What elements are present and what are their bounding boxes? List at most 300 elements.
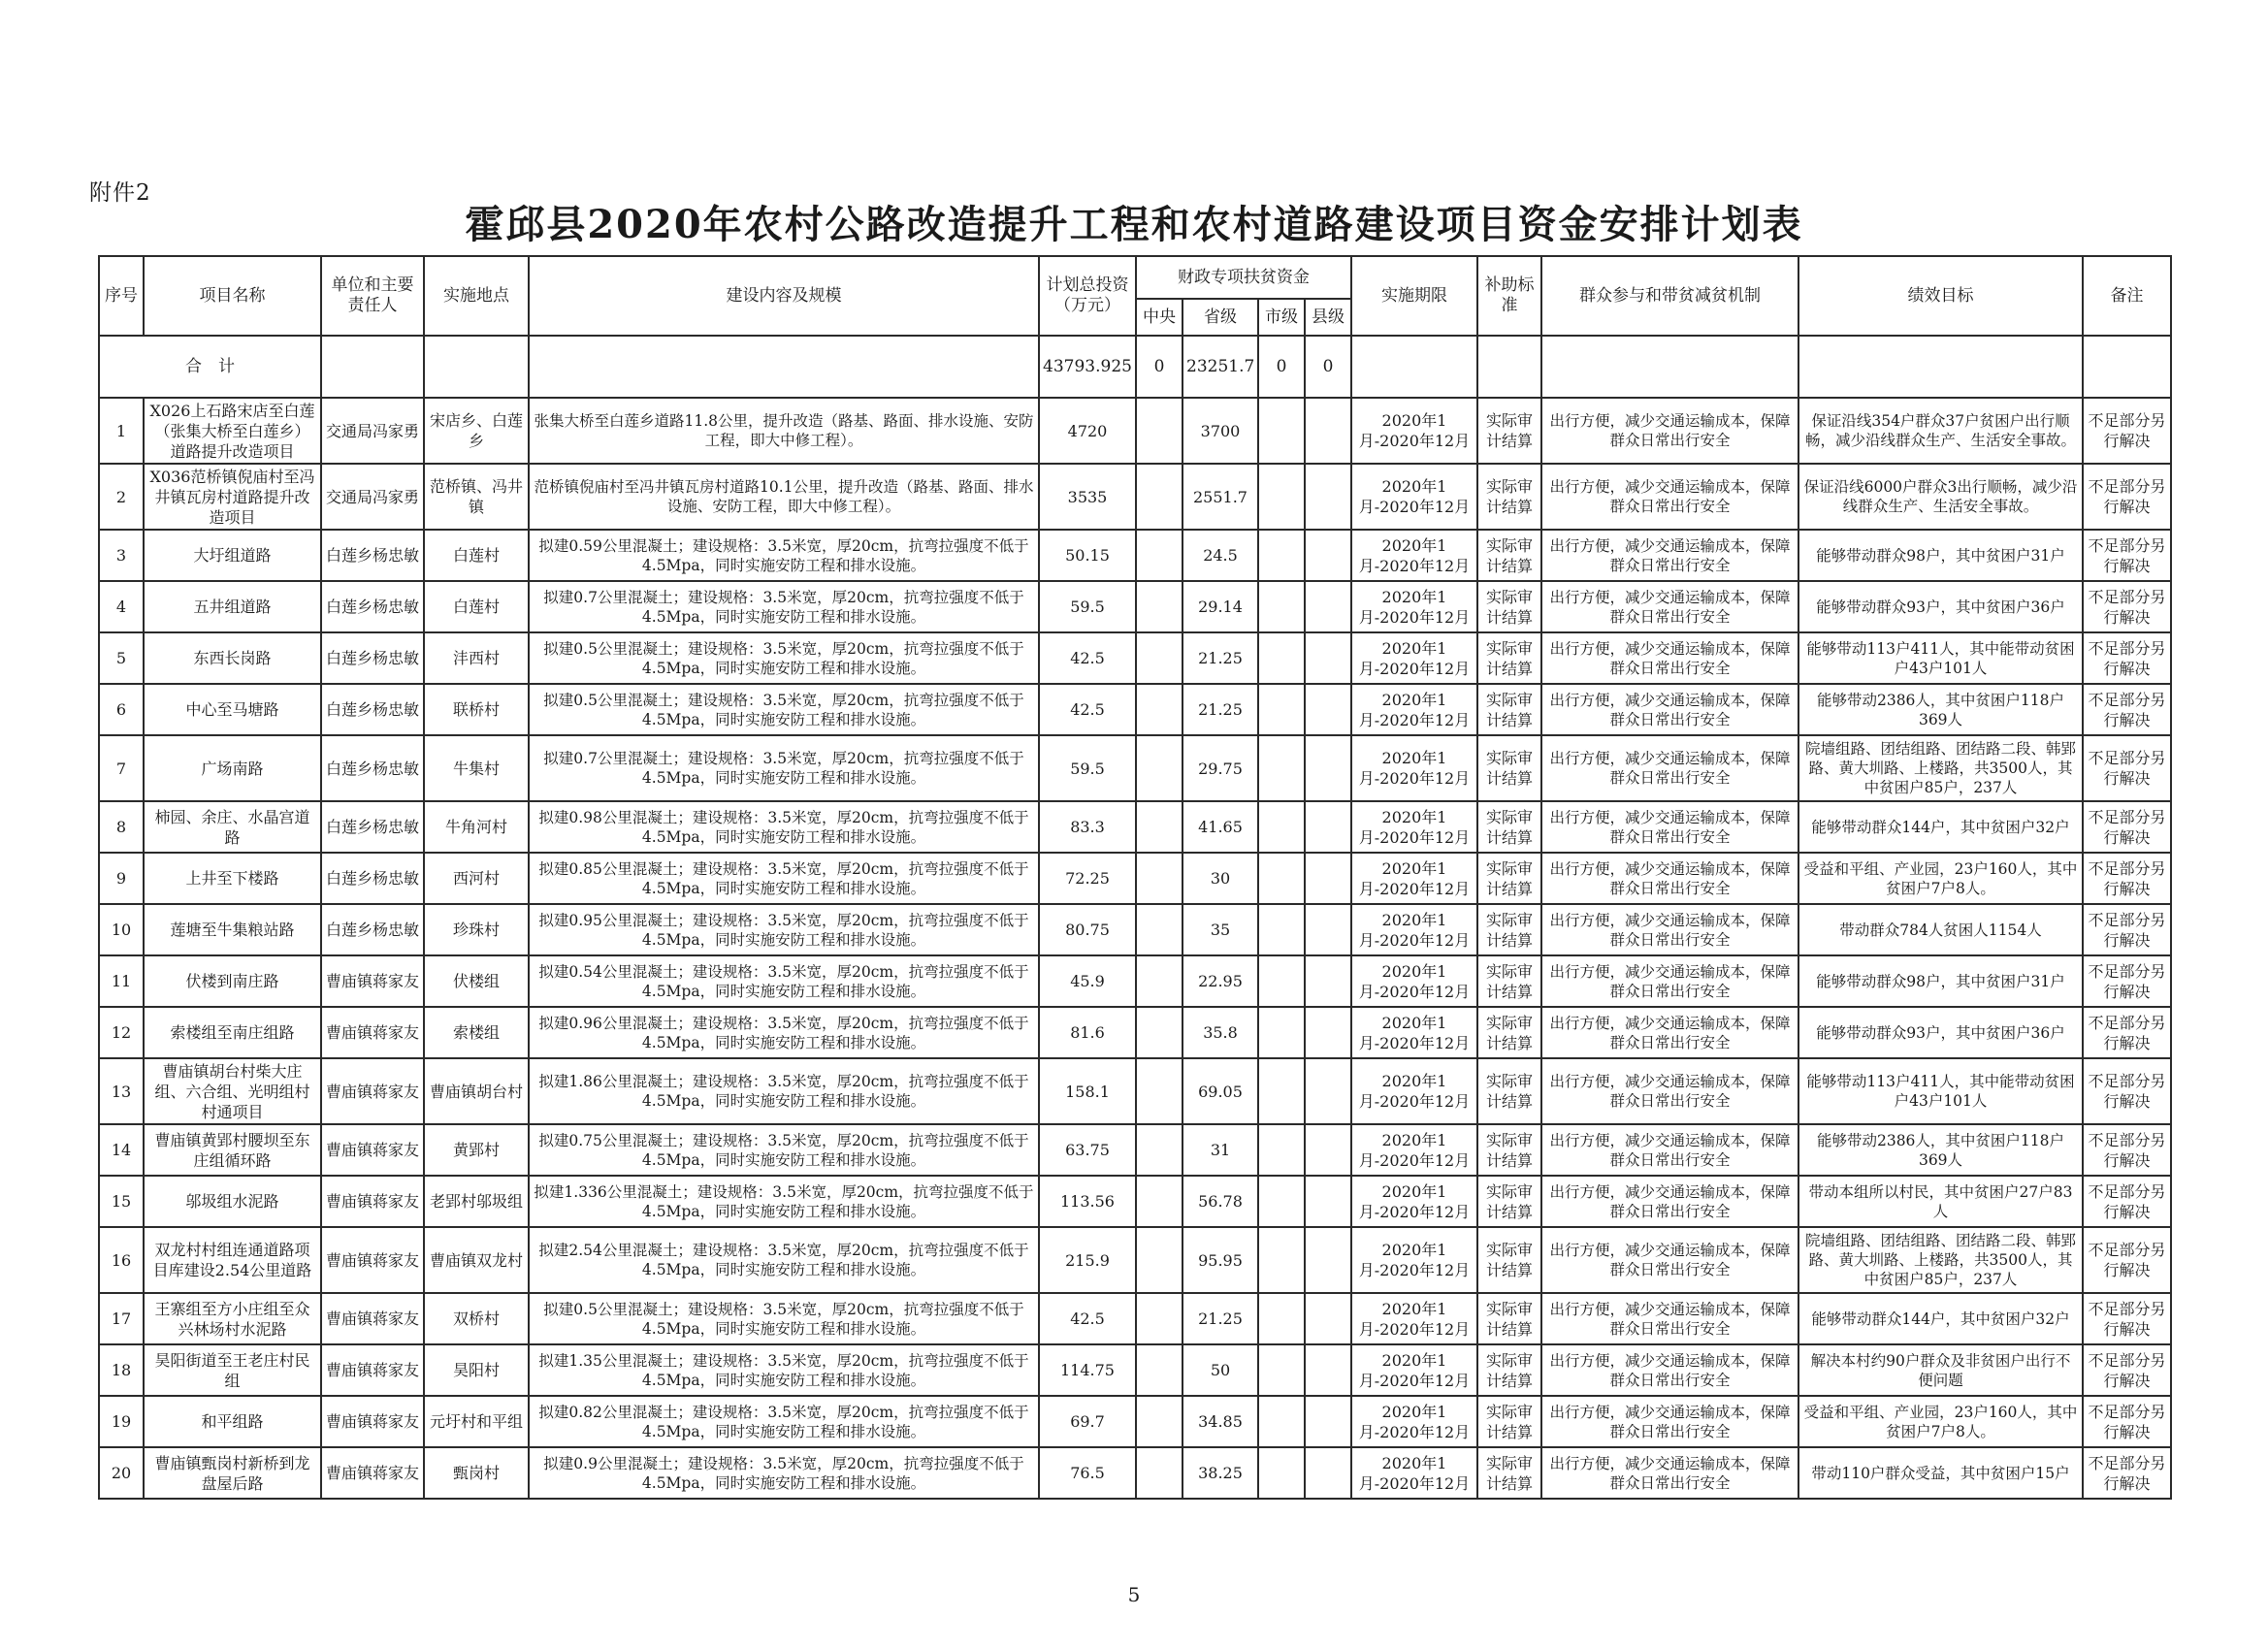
cell-unit: 白莲乡杨忠敏	[321, 904, 424, 955]
cell-total: 63.75	[1039, 1124, 1136, 1176]
cell-city	[1258, 1176, 1305, 1227]
cell-content: 张集大桥至白莲乡道路11.8公里，提升改造（路基、路面、排水设施、安防工程，即大中修工程）。	[529, 398, 1039, 464]
cell-period: 2020年1月-2020年12月	[1351, 1396, 1477, 1447]
cell-content: 拟建1.35公里混凝土；建设规格：3.5米宽，厚20cm，抗弯拉强度不低于4.5Mpa，同时实施安防工程和排水设施。	[529, 1344, 1039, 1396]
cell-period: 2020年1月-2020年12月	[1351, 684, 1477, 735]
header-goal: 绩效目标	[1798, 256, 2083, 336]
cell-city	[1258, 904, 1305, 955]
cell-location: 曹庙镇胡台村	[424, 1058, 529, 1124]
table-row	[99, 1176, 2171, 1227]
cell-period: 2020年1月-2020年12月	[1351, 1058, 1477, 1124]
cell-county	[1305, 581, 1351, 632]
cell-county	[1305, 684, 1351, 735]
cell-goal: 保证沿线354户群众37户贫困户出行顺畅，减少沿线群众生产、生活安全事故。	[1798, 398, 2083, 464]
cell-no: 18	[99, 1344, 144, 1396]
cell-unit: 交通局冯家勇	[321, 398, 424, 464]
cell-unit: 白莲乡杨忠敏	[321, 632, 424, 684]
cell-city	[1258, 1396, 1305, 1447]
cell-central	[1136, 1227, 1183, 1293]
cell-mechanism: 出行方便，减少交通运输成本，保障群众日常出行安全	[1541, 530, 1798, 581]
cell-city	[1258, 398, 1305, 464]
total-content	[529, 336, 1039, 398]
cell-central	[1136, 1396, 1183, 1447]
cell-total: 59.5	[1039, 735, 1136, 801]
cell-goal: 院墙组路、团结组路、团结路二段、韩郢路、黄大圳路、上楼路，共3500人，其中贫困户85户，237人	[1798, 1227, 2083, 1293]
cell-city	[1258, 632, 1305, 684]
cell-no: 10	[99, 904, 144, 955]
cell-no: 11	[99, 955, 144, 1007]
cell-subsidy: 实际审计结算	[1477, 1293, 1541, 1344]
cell-county	[1305, 1124, 1351, 1176]
cell-mechanism: 出行方便，减少交通运输成本，保障群众日常出行安全	[1541, 1227, 1798, 1293]
cell-subsidy: 实际审计结算	[1477, 955, 1541, 1007]
cell-county	[1305, 398, 1351, 464]
cell-subsidy: 实际审计结算	[1477, 1396, 1541, 1447]
cell-period: 2020年1月-2020年12月	[1351, 801, 1477, 853]
cell-subsidy: 实际审计结算	[1477, 398, 1541, 464]
total-row	[99, 336, 2171, 398]
cell-remark: 不足部分另行解决	[2083, 1124, 2171, 1176]
cell-province: 29.14	[1183, 581, 1258, 632]
total-period	[1351, 336, 1477, 398]
cell-content: 拟建0.54公里混凝土；建设规格：3.5米宽，厚20cm，抗弯拉强度不低于4.5Mpa，同时实施安防工程和排水设施。	[529, 955, 1039, 1007]
cell-province: 41.65	[1183, 801, 1258, 853]
cell-city	[1258, 1447, 1305, 1499]
table-row	[99, 464, 2171, 530]
cell-mechanism: 出行方便，减少交通运输成本，保障群众日常出行安全	[1541, 398, 1798, 464]
cell-remark: 不足部分另行解决	[2083, 904, 2171, 955]
cell-goal: 解决本村约90户群众及非贫困户出行不便问题	[1798, 1344, 2083, 1396]
cell-no: 13	[99, 1058, 144, 1124]
header-central: 中央	[1136, 299, 1183, 336]
header-mechanism: 群众参与和带贫减贫机制	[1541, 256, 1798, 336]
cell-city	[1258, 684, 1305, 735]
cell-period: 2020年1月-2020年12月	[1351, 1227, 1477, 1293]
total-location	[424, 336, 529, 398]
cell-location: 沣西村	[424, 632, 529, 684]
cell-name: 王寨组至方小庄组至众兴林场村水泥路	[144, 1293, 321, 1344]
cell-location: 西河村	[424, 853, 529, 904]
cell-central	[1136, 1344, 1183, 1396]
cell-mechanism: 出行方便，减少交通运输成本，保障群众日常出行安全	[1541, 1124, 1798, 1176]
cell-city	[1258, 1344, 1305, 1396]
cell-county	[1305, 632, 1351, 684]
cell-goal: 受益和平组、产业园，23户160人，其中贫困户7户8人。	[1798, 1396, 2083, 1447]
cell-no: 12	[99, 1007, 144, 1058]
header-fiscal: 财政专项扶贫资金	[1136, 256, 1351, 299]
table-row	[99, 1227, 2171, 1293]
cell-mechanism: 出行方便，减少交通运输成本，保障群众日常出行安全	[1541, 1396, 1798, 1447]
cell-no: 14	[99, 1124, 144, 1176]
cell-goal: 能够带动2386人，其中贫困户118户369人	[1798, 1124, 2083, 1176]
cell-content: 拟建1.336公里混凝土；建设规格：3.5米宽，厚20cm，抗弯拉强度不低于4.5Mpa，同时实施安防工程和排水设施。	[529, 1176, 1039, 1227]
cell-location: 甄岗村	[424, 1447, 529, 1499]
cell-remark: 不足部分另行解决	[2083, 1058, 2171, 1124]
cell-name: 东西长岗路	[144, 632, 321, 684]
cell-name: 中心至马塘路	[144, 684, 321, 735]
cell-unit: 曹庙镇蒋家友	[321, 1396, 424, 1447]
cell-content: 拟建0.7公里混凝土；建设规格：3.5米宽，厚20cm，抗弯拉强度不低于4.5Mpa，同时实施安防工程和排水设施。	[529, 735, 1039, 801]
cell-content: 拟建0.96公里混凝土；建设规格：3.5米宽，厚20cm，抗弯拉强度不低于4.5Mpa，同时实施安防工程和排水设施。	[529, 1007, 1039, 1058]
cell-central	[1136, 801, 1183, 853]
cell-goal: 受益和平组、产业园，23户160人，其中贫困户7户8人。	[1798, 853, 2083, 904]
total-label: 合 计	[99, 336, 321, 398]
cell-subsidy: 实际审计结算	[1477, 684, 1541, 735]
cell-central	[1136, 1124, 1183, 1176]
cell-city	[1258, 1293, 1305, 1344]
cell-subsidy: 实际审计结算	[1477, 464, 1541, 530]
cell-county	[1305, 464, 1351, 530]
table-row	[99, 735, 2171, 801]
cell-county	[1305, 955, 1351, 1007]
cell-remark: 不足部分另行解决	[2083, 684, 2171, 735]
cell-province: 24.5	[1183, 530, 1258, 581]
cell-location: 黄郢村	[424, 1124, 529, 1176]
header-name: 项目名称	[144, 256, 321, 336]
cell-province: 21.25	[1183, 1293, 1258, 1344]
cell-content: 拟建0.85公里混凝土；建设规格：3.5米宽，厚20cm，抗弯拉强度不低于4.5Mpa，同时实施安防工程和排水设施。	[529, 853, 1039, 904]
header-subsidy: 补助标准	[1477, 256, 1541, 336]
cell-content: 拟建0.82公里混凝土；建设规格：3.5米宽，厚20cm，抗弯拉强度不低于4.5Mpa，同时实施安防工程和排水设施。	[529, 1396, 1039, 1447]
cell-remark: 不足部分另行解决	[2083, 632, 2171, 684]
total-amount: 43793.925	[1039, 336, 1136, 398]
cell-subsidy: 实际审计结算	[1477, 581, 1541, 632]
cell-mechanism: 出行方便，减少交通运输成本，保障群众日常出行安全	[1541, 1447, 1798, 1499]
cell-unit: 白莲乡杨忠敏	[321, 684, 424, 735]
cell-subsidy: 实际审计结算	[1477, 632, 1541, 684]
cell-goal: 能够带动群众98户，其中贫困户31户	[1798, 530, 2083, 581]
cell-period: 2020年1月-2020年12月	[1351, 1007, 1477, 1058]
cell-period: 2020年1月-2020年12月	[1351, 1447, 1477, 1499]
header-province: 省级	[1183, 299, 1258, 336]
cell-goal: 保证沿线6000户群众3出行顺畅，减少沿线群众生产、生活安全事故。	[1798, 464, 2083, 530]
cell-central	[1136, 464, 1183, 530]
cell-period: 2020年1月-2020年12月	[1351, 955, 1477, 1007]
cell-central	[1136, 955, 1183, 1007]
table-row	[99, 1293, 2171, 1344]
cell-location: 白莲村	[424, 530, 529, 581]
cell-no: 20	[99, 1447, 144, 1499]
cell-total: 42.5	[1039, 1293, 1136, 1344]
cell-central	[1136, 581, 1183, 632]
cell-content: 拟建0.59公里混凝土；建设规格：3.5米宽，厚20cm，抗弯拉强度不低于4.5Mpa，同时实施安防工程和排水设施。	[529, 530, 1039, 581]
cell-location: 联桥村	[424, 684, 529, 735]
cell-total: 83.3	[1039, 801, 1136, 853]
total-unit	[321, 336, 424, 398]
cell-location: 老郢村邬圾组	[424, 1176, 529, 1227]
cell-mechanism: 出行方便，减少交通运输成本，保障群众日常出行安全	[1541, 464, 1798, 530]
cell-province: 35.8	[1183, 1007, 1258, 1058]
cell-period: 2020年1月-2020年12月	[1351, 464, 1477, 530]
cell-goal: 能够带动群众98户，其中贫困户31户	[1798, 955, 2083, 1007]
cell-central	[1136, 1007, 1183, 1058]
header-location: 实施地点	[424, 256, 529, 336]
attachment-label: 附件2	[89, 180, 151, 206]
cell-city	[1258, 1007, 1305, 1058]
cell-period: 2020年1月-2020年12月	[1351, 581, 1477, 632]
cell-goal: 能够带动113户411人，其中能带动贫困户43户101人	[1798, 632, 2083, 684]
cell-province: 34.85	[1183, 1396, 1258, 1447]
cell-goal: 院墙组路、团结组路、团结路二段、韩郢路、黄大圳路、上楼路，共3500人，其中贫困户85户，237人	[1798, 735, 2083, 801]
cell-remark: 不足部分另行解决	[2083, 1447, 2171, 1499]
cell-central	[1136, 632, 1183, 684]
cell-province: 29.75	[1183, 735, 1258, 801]
cell-total: 158.1	[1039, 1058, 1136, 1124]
cell-unit: 曹庙镇蒋家友	[321, 1176, 424, 1227]
cell-period: 2020年1月-2020年12月	[1351, 1176, 1477, 1227]
cell-remark: 不足部分另行解决	[2083, 955, 2171, 1007]
cell-unit: 曹庙镇蒋家友	[321, 1058, 424, 1124]
header-remark: 备注	[2083, 256, 2171, 336]
cell-mechanism: 出行方便，减少交通运输成本，保障群众日常出行安全	[1541, 1344, 1798, 1396]
cell-mechanism: 出行方便，减少交通运输成本，保障群众日常出行安全	[1541, 1293, 1798, 1344]
table-row	[99, 530, 2171, 581]
cell-content: 拟建0.98公里混凝土；建设规格：3.5米宽，厚20cm，抗弯拉强度不低于4.5Mpa，同时实施安防工程和排水设施。	[529, 801, 1039, 853]
cell-goal: 能够带动群众144户，其中贫困户32户	[1798, 801, 2083, 853]
cell-no: 5	[99, 632, 144, 684]
table-row	[99, 684, 2171, 735]
header-unit: 单位和主要责任人	[321, 256, 424, 336]
cell-name: 昊阳街道至王老庄村民组	[144, 1344, 321, 1396]
cell-central	[1136, 1176, 1183, 1227]
cell-subsidy: 实际审计结算	[1477, 853, 1541, 904]
cell-period: 2020年1月-2020年12月	[1351, 735, 1477, 801]
cell-city	[1258, 581, 1305, 632]
page-number: 5	[1127, 1583, 1141, 1606]
cell-name: X026上石路宋店至白莲（张集大桥至白莲乡）道路提升改造项目	[144, 398, 321, 464]
cell-goal: 能够带动群众144户，其中贫困户32户	[1798, 1293, 2083, 1344]
cell-subsidy: 实际审计结算	[1477, 1344, 1541, 1396]
cell-location: 昊阳村	[424, 1344, 529, 1396]
cell-total: 81.6	[1039, 1007, 1136, 1058]
cell-remark: 不足部分另行解决	[2083, 1176, 2171, 1227]
cell-goal: 带动群众784人贫困人1154人	[1798, 904, 2083, 955]
cell-city	[1258, 1124, 1305, 1176]
cell-total: 215.9	[1039, 1227, 1136, 1293]
cell-period: 2020年1月-2020年12月	[1351, 853, 1477, 904]
total-mechanism	[1541, 336, 1798, 398]
cell-province: 31	[1183, 1124, 1258, 1176]
table-row	[99, 1396, 2171, 1447]
cell-content: 拟建0.5公里混凝土；建设规格：3.5米宽，厚20cm，抗弯拉强度不低于4.5Mpa，同时实施安防工程和排水设施。	[529, 632, 1039, 684]
cell-name: X036范桥镇倪庙村至冯井镇瓦房村道路提升改造项目	[144, 464, 321, 530]
cell-subsidy: 实际审计结算	[1477, 904, 1541, 955]
header-content: 建设内容及规模	[529, 256, 1039, 336]
cell-unit: 白莲乡杨忠敏	[321, 801, 424, 853]
cell-location: 伏楼组	[424, 955, 529, 1007]
cell-mechanism: 出行方便，减少交通运输成本，保障群众日常出行安全	[1541, 581, 1798, 632]
page-title: 霍邱县2020年农村公路改造提升工程和农村道路建设项目资金安排计划表	[465, 202, 1803, 247]
cell-name: 伏楼到南庄路	[144, 955, 321, 1007]
cell-unit: 曹庙镇蒋家友	[321, 1227, 424, 1293]
cell-province: 38.25	[1183, 1447, 1258, 1499]
cell-city	[1258, 735, 1305, 801]
cell-location: 白莲村	[424, 581, 529, 632]
cell-central	[1136, 398, 1183, 464]
cell-mechanism: 出行方便，减少交通运输成本，保障群众日常出行安全	[1541, 1058, 1798, 1124]
cell-central	[1136, 1447, 1183, 1499]
cell-county	[1305, 1176, 1351, 1227]
cell-total: 80.75	[1039, 904, 1136, 955]
cell-name: 柿园、余庄、水晶宫道路	[144, 801, 321, 853]
cell-remark: 不足部分另行解决	[2083, 581, 2171, 632]
cell-province: 35	[1183, 904, 1258, 955]
cell-mechanism: 出行方便，减少交通运输成本，保障群众日常出行安全	[1541, 735, 1798, 801]
cell-central	[1136, 530, 1183, 581]
cell-mechanism: 出行方便，减少交通运输成本，保障群众日常出行安全	[1541, 955, 1798, 1007]
total-province: 23251.7	[1183, 336, 1258, 398]
cell-no: 16	[99, 1227, 144, 1293]
cell-content: 拟建2.54公里混凝土；建设规格：3.5米宽，厚20cm，抗弯拉强度不低于4.5Mpa，同时实施安防工程和排水设施。	[529, 1227, 1039, 1293]
total-goal	[1798, 336, 2083, 398]
cell-goal: 带动本组所以村民，其中贫困户27户83人	[1798, 1176, 2083, 1227]
cell-county	[1305, 1058, 1351, 1124]
table-row	[99, 1058, 2171, 1124]
table-row	[99, 581, 2171, 632]
cell-mechanism: 出行方便，减少交通运输成本，保障群众日常出行安全	[1541, 853, 1798, 904]
table-row	[99, 632, 2171, 684]
cell-location: 元圩村和平组	[424, 1396, 529, 1447]
cell-province: 30	[1183, 853, 1258, 904]
cell-remark: 不足部分另行解决	[2083, 1227, 2171, 1293]
cell-goal: 带动110户群众受益，其中贫困户15户	[1798, 1447, 2083, 1499]
cell-content: 范桥镇倪庙村至冯井镇瓦房村道路10.1公里，提升改造（路基、路面、排水设施、安防工程，即大中修工程）。	[529, 464, 1039, 530]
cell-mechanism: 出行方便，减少交通运输成本，保障群众日常出行安全	[1541, 801, 1798, 853]
cell-subsidy: 实际审计结算	[1477, 530, 1541, 581]
cell-province: 50	[1183, 1344, 1258, 1396]
table-row	[99, 398, 2171, 464]
cell-central	[1136, 904, 1183, 955]
cell-city	[1258, 801, 1305, 853]
cell-unit: 曹庙镇蒋家友	[321, 1293, 424, 1344]
cell-goal: 能够带动113户411人，其中能带动贫困户43户101人	[1798, 1058, 2083, 1124]
cell-remark: 不足部分另行解决	[2083, 853, 2171, 904]
cell-county	[1305, 904, 1351, 955]
cell-unit: 曹庙镇蒋家友	[321, 1344, 424, 1396]
cell-location: 宋店乡、白莲乡	[424, 398, 529, 464]
cell-content: 拟建0.5公里混凝土；建设规格：3.5米宽，厚20cm，抗弯拉强度不低于4.5Mpa，同时实施安防工程和排水设施。	[529, 1293, 1039, 1344]
cell-county	[1305, 735, 1351, 801]
table-row	[99, 801, 2171, 853]
cell-remark: 不足部分另行解决	[2083, 1007, 2171, 1058]
cell-county	[1305, 530, 1351, 581]
cell-location: 牛集村	[424, 735, 529, 801]
cell-province: 22.95	[1183, 955, 1258, 1007]
cell-subsidy: 实际审计结算	[1477, 1058, 1541, 1124]
cell-location: 曹庙镇双龙村	[424, 1227, 529, 1293]
cell-county	[1305, 1344, 1351, 1396]
cell-period: 2020年1月-2020年12月	[1351, 1344, 1477, 1396]
cell-total: 3535	[1039, 464, 1136, 530]
cell-total: 72.25	[1039, 853, 1136, 904]
cell-content: 拟建1.86公里混凝土；建设规格：3.5米宽，厚20cm，抗弯拉强度不低于4.5Mpa，同时实施安防工程和排水设施。	[529, 1058, 1039, 1124]
header-no: 序号	[99, 256, 144, 336]
total-subsidy	[1477, 336, 1541, 398]
cell-name: 和平组路	[144, 1396, 321, 1447]
cell-city	[1258, 530, 1305, 581]
cell-no: 19	[99, 1396, 144, 1447]
cell-no: 6	[99, 684, 144, 735]
cell-subsidy: 实际审计结算	[1477, 1227, 1541, 1293]
cell-total: 45.9	[1039, 955, 1136, 1007]
cell-name: 曹庙镇胡台村柴大庄组、六合组、光明组村村通项目	[144, 1058, 321, 1124]
cell-no: 4	[99, 581, 144, 632]
table-row	[99, 955, 2171, 1007]
cell-total: 69.7	[1039, 1396, 1136, 1447]
cell-unit: 白莲乡杨忠敏	[321, 581, 424, 632]
cell-county	[1305, 1396, 1351, 1447]
header-city: 市级	[1258, 299, 1305, 336]
cell-total: 42.5	[1039, 684, 1136, 735]
cell-content: 拟建0.95公里混凝土；建设规格：3.5米宽，厚20cm，抗弯拉强度不低于4.5Mpa，同时实施安防工程和排水设施。	[529, 904, 1039, 955]
cell-unit: 曹庙镇蒋家友	[321, 1124, 424, 1176]
cell-content: 拟建0.9公里混凝土；建设规格：3.5米宽，厚20cm，抗弯拉强度不低于4.5Mpa，同时实施安防工程和排水设施。	[529, 1447, 1039, 1499]
cell-unit: 白莲乡杨忠敏	[321, 530, 424, 581]
cell-goal: 能够带动群众93户，其中贫困户36户	[1798, 1007, 2083, 1058]
cell-remark: 不足部分另行解决	[2083, 464, 2171, 530]
cell-county	[1305, 1007, 1351, 1058]
cell-central	[1136, 853, 1183, 904]
cell-period: 2020年1月-2020年12月	[1351, 530, 1477, 581]
table-row	[99, 1447, 2171, 1499]
cell-location: 索楼组	[424, 1007, 529, 1058]
table-row	[99, 1007, 2171, 1058]
header-period: 实施期限	[1351, 256, 1477, 336]
total-remark	[2083, 336, 2171, 398]
cell-period: 2020年1月-2020年12月	[1351, 1293, 1477, 1344]
cell-city	[1258, 464, 1305, 530]
table-row	[99, 904, 2171, 955]
cell-total: 59.5	[1039, 581, 1136, 632]
cell-county	[1305, 1447, 1351, 1499]
cell-province: 21.25	[1183, 632, 1258, 684]
cell-province: 69.05	[1183, 1058, 1258, 1124]
table-row	[99, 853, 2171, 904]
cell-subsidy: 实际审计结算	[1477, 1176, 1541, 1227]
cell-location: 双桥村	[424, 1293, 529, 1344]
total-county: 0	[1305, 336, 1351, 398]
cell-no: 8	[99, 801, 144, 853]
cell-total: 42.5	[1039, 632, 1136, 684]
cell-unit: 白莲乡杨忠敏	[321, 735, 424, 801]
cell-subsidy: 实际审计结算	[1477, 1007, 1541, 1058]
cell-total: 50.15	[1039, 530, 1136, 581]
cell-mechanism: 出行方便，减少交通运输成本，保障群众日常出行安全	[1541, 632, 1798, 684]
cell-location: 珍珠村	[424, 904, 529, 955]
cell-remark: 不足部分另行解决	[2083, 1396, 2171, 1447]
cell-no: 15	[99, 1176, 144, 1227]
cell-central	[1136, 1058, 1183, 1124]
cell-name: 索楼组至南庄组路	[144, 1007, 321, 1058]
cell-city	[1258, 853, 1305, 904]
cell-province: 2551.7	[1183, 464, 1258, 530]
cell-total: 113.56	[1039, 1176, 1136, 1227]
cell-subsidy: 实际审计结算	[1477, 801, 1541, 853]
cell-name: 大圩组道路	[144, 530, 321, 581]
cell-total: 114.75	[1039, 1344, 1136, 1396]
table-body	[99, 336, 2171, 1499]
cell-no: 17	[99, 1293, 144, 1344]
cell-central	[1136, 684, 1183, 735]
cell-subsidy: 实际审计结算	[1477, 1447, 1541, 1499]
funding-plan-table	[98, 255, 2172, 1500]
cell-period: 2020年1月-2020年12月	[1351, 904, 1477, 955]
cell-province: 3700	[1183, 398, 1258, 464]
cell-central	[1136, 735, 1183, 801]
cell-name: 五井组道路	[144, 581, 321, 632]
cell-remark: 不足部分另行解决	[2083, 801, 2171, 853]
cell-county	[1305, 1293, 1351, 1344]
